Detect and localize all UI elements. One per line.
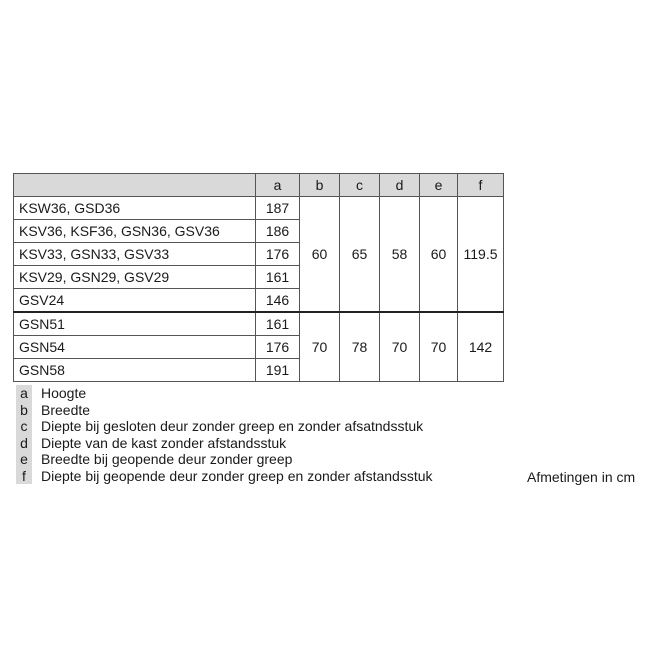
depth-closed-cell: 78 xyxy=(340,312,380,382)
units-note: Afmetingen in cm xyxy=(527,469,636,485)
model-cell: KSV29, GSN29, GSV29 xyxy=(14,266,256,289)
model-cell: GSN51 xyxy=(14,312,256,336)
legend-item xyxy=(16,435,433,452)
legend-key: a xyxy=(16,385,32,402)
model-cell: GSV24 xyxy=(14,289,256,313)
legend-key: d xyxy=(16,435,32,452)
header-d: d xyxy=(380,174,420,197)
width-open-cell: 60 xyxy=(420,197,458,313)
width-cell: 70 xyxy=(300,312,340,382)
legend-key: b xyxy=(16,402,32,419)
legend-key: f xyxy=(16,468,32,485)
header-b: b xyxy=(300,174,340,197)
legend-text: Breedte xyxy=(41,401,91,418)
table-header-row xyxy=(14,174,504,197)
height-cell: 187 xyxy=(256,197,300,220)
legend xyxy=(16,385,433,484)
legend-text: Breedte bij geopende deur zonder greep xyxy=(41,451,293,467)
height-cell: 146 xyxy=(256,289,300,313)
legend-text: Diepte bij gesloten deur zonder greep en zonder afsatndsstuk xyxy=(41,418,424,434)
model-cell: KSV33, GSN33, GSV33 xyxy=(14,243,256,266)
legend-text: Diepte van de kast zonder afstandsstuk xyxy=(41,434,287,451)
legend-item xyxy=(16,402,433,419)
legend-item xyxy=(16,451,433,468)
depth-open-cell: 142 xyxy=(458,312,504,382)
width-cell: 60 xyxy=(300,197,340,313)
header-a: a xyxy=(256,174,300,197)
height-cell: 191 xyxy=(256,359,300,382)
table-row xyxy=(14,197,504,220)
legend-text: Diepte bij geopende deur zonder greep en zonder afstandsstuk xyxy=(41,467,433,484)
depth-closed-cell: 65 xyxy=(340,197,380,313)
header-e: e xyxy=(420,174,458,197)
cabinet-depth-cell: 70 xyxy=(380,312,420,382)
model-cell: KSV36, KSF36, GSN36, GSV36 xyxy=(14,220,256,243)
height-cell: 176 xyxy=(256,243,300,266)
width-open-cell: 70 xyxy=(420,312,458,382)
legend-item xyxy=(16,468,433,485)
legend-item xyxy=(16,418,433,435)
depth-open-cell: 119.5 xyxy=(458,197,504,313)
legend-key: e xyxy=(16,451,32,468)
height-cell: 186 xyxy=(256,220,300,243)
header-c: c xyxy=(340,174,380,197)
cabinet-depth-cell: 58 xyxy=(380,197,420,313)
legend-text: Hoogte xyxy=(41,385,87,401)
height-cell: 176 xyxy=(256,336,300,359)
height-cell: 161 xyxy=(256,266,300,289)
header-model xyxy=(14,174,256,197)
legend-item xyxy=(16,385,433,402)
model-cell: GSN54 xyxy=(14,336,256,359)
legend-key: c xyxy=(16,418,32,435)
model-cell: KSW36, GSD36 xyxy=(14,197,256,220)
dimensions-table xyxy=(13,173,504,382)
table-row xyxy=(14,312,504,336)
height-cell: 161 xyxy=(256,312,300,336)
model-cell: GSN58 xyxy=(14,359,256,382)
header-f: f xyxy=(458,174,504,197)
